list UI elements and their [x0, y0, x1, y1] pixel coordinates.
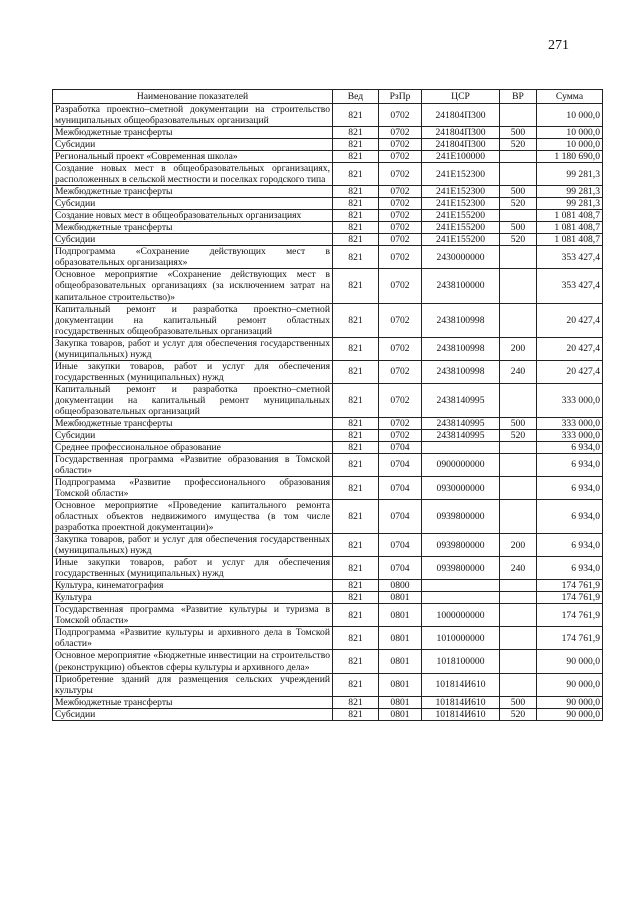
cell-name: Закупка товаров, работ и услуг для обеспечения государственных (муниципальных) нужд: [53, 534, 333, 557]
cell-sum: 99 281,3: [537, 186, 603, 198]
table-body: [53, 104, 603, 721]
cell-rzpr: 0702: [379, 198, 422, 210]
cell-ved: 821: [333, 246, 379, 269]
cell-vr: [500, 650, 537, 673]
cell-vr: [500, 592, 537, 604]
cell-vr: 200: [500, 534, 537, 557]
cell-csr: 101814И610: [422, 708, 500, 720]
cell-ved: 821: [333, 592, 379, 604]
cell-name: Создание новых мест в общеобразовательных организациях, расположенных в сельской местности и поселках городского типа: [53, 163, 333, 186]
cell-sum: 1 180 690,0: [537, 151, 603, 163]
cell-rzpr: 0702: [379, 222, 422, 234]
cell-rzpr: 0704: [379, 453, 422, 476]
cell-name: Культура: [53, 592, 333, 604]
cell-name: Межбюджетные трансферты: [53, 696, 333, 708]
table-row: [53, 246, 603, 269]
cell-vr: [500, 210, 537, 222]
cell-name: Подпрограмма «Сохранение действующих мест в образовательных организациях»: [53, 246, 333, 269]
cell-sum: 353 427,4: [537, 269, 603, 303]
table-row: [53, 163, 603, 186]
cell-ved: 821: [333, 673, 379, 696]
cell-name: Закупка товаров, работ и услуг для обеспечения государственных (муниципальных) нужд: [53, 337, 333, 360]
cell-name: Культура, кинематография: [53, 580, 333, 592]
cell-sum: 174 761,9: [537, 580, 603, 592]
cell-sum: 20 427,4: [537, 337, 603, 360]
cell-csr: 1000000000: [422, 604, 500, 627]
cell-rzpr: 0801: [379, 604, 422, 627]
cell-rzpr: 0801: [379, 708, 422, 720]
table-row: [53, 360, 603, 383]
cell-vr: 520: [500, 198, 537, 210]
cell-name: Капитальный ремонт и разработка проектно–сметной документации на капитальный ремонт муниципальных общеобразовательных организаций: [53, 383, 333, 417]
cell-rzpr: 0704: [379, 557, 422, 580]
cell-csr: 2438140995: [422, 417, 500, 429]
cell-csr: 241804П300: [422, 139, 500, 151]
cell-ved: 821: [333, 104, 379, 127]
header-ved: Вед: [333, 90, 379, 104]
cell-name: Подпрограмма «Развитие профессионального образования Томской области»: [53, 477, 333, 500]
table-row: [53, 673, 603, 696]
cell-rzpr: 0704: [379, 534, 422, 557]
cell-ved: 821: [333, 534, 379, 557]
cell-csr: 1010000000: [422, 627, 500, 650]
cell-csr: 0939800000: [422, 557, 500, 580]
cell-name: Государственная программа «Развитие образования в Томской области»: [53, 453, 333, 476]
cell-name: Межбюджетные трансферты: [53, 186, 333, 198]
cell-rzpr: 0702: [379, 383, 422, 417]
cell-csr: 2430000000: [422, 246, 500, 269]
cell-sum: 6 934,0: [537, 441, 603, 453]
cell-rzpr: 0702: [379, 337, 422, 360]
cell-vr: [500, 269, 537, 303]
table-row: [53, 186, 603, 198]
cell-name: Среднее профессиональное образование: [53, 441, 333, 453]
cell-vr: [500, 477, 537, 500]
cell-vr: 500: [500, 696, 537, 708]
cell-ved: 821: [333, 477, 379, 500]
cell-ved: 821: [333, 650, 379, 673]
cell-csr: 241Е152300: [422, 163, 500, 186]
table-header-row: [53, 90, 603, 104]
header-sum: Сумма: [537, 90, 603, 104]
cell-ved: 821: [333, 234, 379, 246]
cell-csr: 2438100998: [422, 303, 500, 337]
cell-vr: [500, 441, 537, 453]
cell-csr: 101814И610: [422, 696, 500, 708]
cell-ved: 821: [333, 186, 379, 198]
cell-sum: 99 281,3: [537, 163, 603, 186]
cell-ved: 821: [333, 151, 379, 163]
cell-sum: 174 761,9: [537, 592, 603, 604]
cell-rzpr: 0702: [379, 417, 422, 429]
page-number: 271: [548, 38, 569, 53]
cell-ved: 821: [333, 222, 379, 234]
cell-name: Иные закупки товаров, работ и услуг для обеспечения государственных (муниципальных) нужд: [53, 360, 333, 383]
table-row: [53, 151, 603, 163]
cell-csr: 241Е155200: [422, 234, 500, 246]
cell-ved: 821: [333, 139, 379, 151]
cell-vr: 240: [500, 360, 537, 383]
table-row: [53, 210, 603, 222]
cell-vr: [500, 604, 537, 627]
cell-name: Приобретение зданий для размещения сельских учреждений культуры: [53, 673, 333, 696]
cell-csr: 241Е152300: [422, 186, 500, 198]
cell-name: Субсидии: [53, 429, 333, 441]
cell-vr: 500: [500, 222, 537, 234]
cell-sum: 99 281,3: [537, 198, 603, 210]
cell-sum: 10 000,0: [537, 127, 603, 139]
cell-name: Основное мероприятие «Бюджетные инвестиции на строительство (реконструкцию) объектов сферы культуры и архивного дела»: [53, 650, 333, 673]
cell-vr: [500, 303, 537, 337]
cell-vr: 200: [500, 337, 537, 360]
cell-sum: 174 761,9: [537, 604, 603, 627]
cell-name: Субсидии: [53, 139, 333, 151]
cell-rzpr: 0702: [379, 127, 422, 139]
cell-name: Субсидии: [53, 198, 333, 210]
cell-csr: 2438100000: [422, 269, 500, 303]
cell-ved: 821: [333, 429, 379, 441]
cell-rzpr: 0702: [379, 303, 422, 337]
cell-rzpr: 0801: [379, 696, 422, 708]
table-row: [53, 441, 603, 453]
cell-rzpr: 0704: [379, 477, 422, 500]
cell-csr: [422, 441, 500, 453]
cell-csr: 241804П300: [422, 104, 500, 127]
cell-csr: 2438100998: [422, 360, 500, 383]
cell-ved: 821: [333, 198, 379, 210]
cell-vr: [500, 383, 537, 417]
cell-csr: 1018100000: [422, 650, 500, 673]
cell-rzpr: 0800: [379, 580, 422, 592]
table-row: [53, 417, 603, 429]
cell-csr: 2438140995: [422, 429, 500, 441]
cell-vr: 520: [500, 429, 537, 441]
header-rzpr: РзПр: [379, 90, 422, 104]
cell-sum: 174 761,9: [537, 627, 603, 650]
cell-vr: 520: [500, 708, 537, 720]
cell-vr: 240: [500, 557, 537, 580]
cell-ved: 821: [333, 604, 379, 627]
cell-sum: 333 000,0: [537, 429, 603, 441]
cell-rzpr: 0702: [379, 139, 422, 151]
cell-vr: [500, 151, 537, 163]
cell-sum: 90 000,0: [537, 708, 603, 720]
cell-rzpr: 0702: [379, 186, 422, 198]
cell-ved: 821: [333, 303, 379, 337]
cell-sum: 10 000,0: [537, 104, 603, 127]
cell-csr: 0939800000: [422, 500, 500, 534]
cell-ved: 821: [333, 337, 379, 360]
cell-sum: 6 934,0: [537, 477, 603, 500]
cell-vr: 500: [500, 417, 537, 429]
table-row: [53, 557, 603, 580]
cell-name: Основное мероприятие «Проведение капитального ремонта областных объектов недвижимого имущества (в том числе разработка проектной документации)»: [53, 500, 333, 534]
table-row: [53, 696, 603, 708]
cell-ved: 821: [333, 360, 379, 383]
cell-sum: 1 081 408,7: [537, 234, 603, 246]
cell-rzpr: 0702: [379, 104, 422, 127]
cell-vr: 500: [500, 186, 537, 198]
cell-rzpr: 0801: [379, 673, 422, 696]
cell-name: Субсидии: [53, 234, 333, 246]
cell-vr: [500, 104, 537, 127]
cell-vr: [500, 580, 537, 592]
cell-sum: 90 000,0: [537, 650, 603, 673]
cell-sum: 1 081 408,7: [537, 210, 603, 222]
cell-rzpr: 0702: [379, 151, 422, 163]
cell-ved: 821: [333, 500, 379, 534]
table-row: [53, 650, 603, 673]
cell-ved: 821: [333, 383, 379, 417]
cell-csr: 2438140995: [422, 383, 500, 417]
cell-vr: 520: [500, 234, 537, 246]
table-row: [53, 627, 603, 650]
cell-ved: 821: [333, 417, 379, 429]
cell-sum: 6 934,0: [537, 500, 603, 534]
cell-vr: [500, 246, 537, 269]
cell-sum: 1 081 408,7: [537, 222, 603, 234]
cell-vr: 500: [500, 127, 537, 139]
cell-csr: 241Е155200: [422, 222, 500, 234]
cell-sum: 353 427,4: [537, 246, 603, 269]
cell-sum: 90 000,0: [537, 696, 603, 708]
budget-table: [52, 89, 603, 721]
cell-ved: 821: [333, 441, 379, 453]
table-row: [53, 453, 603, 476]
cell-sum: 20 427,4: [537, 360, 603, 383]
cell-rzpr: 0702: [379, 246, 422, 269]
cell-csr: 0930000000: [422, 477, 500, 500]
cell-name: Подпрограмма «Развитие культуры и архивного дела в Томской области»: [53, 627, 333, 650]
cell-csr: 241804П300: [422, 127, 500, 139]
cell-csr: 0900000000: [422, 453, 500, 476]
cell-rzpr: 0801: [379, 627, 422, 650]
cell-vr: [500, 627, 537, 650]
cell-csr: 101814И610: [422, 673, 500, 696]
cell-vr: [500, 673, 537, 696]
table-row: [53, 127, 603, 139]
table-row: [53, 580, 603, 592]
table-row: [53, 534, 603, 557]
table-row: [53, 222, 603, 234]
cell-sum: 333 000,0: [537, 383, 603, 417]
cell-vr: [500, 453, 537, 476]
table-row: [53, 477, 603, 500]
cell-ved: 821: [333, 210, 379, 222]
header-csr: ЦСР: [422, 90, 500, 104]
cell-ved: 821: [333, 557, 379, 580]
table-row: [53, 604, 603, 627]
table-row: [53, 708, 603, 720]
cell-ved: 821: [333, 580, 379, 592]
cell-name: Государственная программа «Развитие культуры и туризма в Томской области»: [53, 604, 333, 627]
cell-ved: 821: [333, 696, 379, 708]
cell-rzpr: 0702: [379, 429, 422, 441]
table-row: [53, 303, 603, 337]
cell-sum: 10 000,0: [537, 139, 603, 151]
cell-vr: 520: [500, 139, 537, 151]
cell-ved: 821: [333, 127, 379, 139]
cell-sum: 20 427,4: [537, 303, 603, 337]
cell-csr: 241Е152300: [422, 198, 500, 210]
cell-sum: 90 000,0: [537, 673, 603, 696]
cell-name: Межбюджетные трансферты: [53, 127, 333, 139]
table-row: [53, 592, 603, 604]
cell-csr: [422, 580, 500, 592]
header-name: Наименование показателей: [53, 90, 333, 104]
table-row: [53, 198, 603, 210]
table-row: [53, 139, 603, 151]
cell-name: Разработка проектно–сметной документации на строительство муниципальных общеобразовательных организаций: [53, 104, 333, 127]
cell-rzpr: 0702: [379, 163, 422, 186]
cell-csr: 0939800000: [422, 534, 500, 557]
table-row: [53, 337, 603, 360]
table-row: [53, 269, 603, 303]
table-row: [53, 234, 603, 246]
cell-csr: 241Е100000: [422, 151, 500, 163]
cell-csr: 2438100998: [422, 337, 500, 360]
cell-rzpr: 0702: [379, 269, 422, 303]
cell-name: Межбюджетные трансферты: [53, 222, 333, 234]
cell-csr: [422, 592, 500, 604]
cell-rzpr: 0702: [379, 360, 422, 383]
cell-name: Межбюджетные трансферты: [53, 417, 333, 429]
cell-rzpr: 0801: [379, 650, 422, 673]
cell-name: Иные закупки товаров, работ и услуг для обеспечения государственных (муниципальных) нужд: [53, 557, 333, 580]
cell-sum: 333 000,0: [537, 417, 603, 429]
cell-name: Региональный проект «Современная школа»: [53, 151, 333, 163]
cell-name: Создание новых мест в общеобразовательных организациях: [53, 210, 333, 222]
cell-ved: 821: [333, 269, 379, 303]
cell-ved: 821: [333, 453, 379, 476]
cell-ved: 821: [333, 163, 379, 186]
cell-rzpr: 0801: [379, 592, 422, 604]
cell-csr: 241Е155200: [422, 210, 500, 222]
cell-name: Субсидии: [53, 708, 333, 720]
cell-ved: 821: [333, 627, 379, 650]
table-row: [53, 500, 603, 534]
cell-sum: 6 934,0: [537, 557, 603, 580]
table-row: [53, 429, 603, 441]
cell-rzpr: 0702: [379, 210, 422, 222]
cell-name: Капитальный ремонт и разработка проектно–сметной документации на капитальный ремонт областных государственных общеобразовательных организаций: [53, 303, 333, 337]
cell-ved: 821: [333, 708, 379, 720]
cell-rzpr: 0704: [379, 441, 422, 453]
header-vr: ВР: [500, 90, 537, 104]
table-row: [53, 383, 603, 417]
table-row: [53, 104, 603, 127]
cell-sum: 6 934,0: [537, 534, 603, 557]
cell-rzpr: 0704: [379, 500, 422, 534]
cell-name: Основное мероприятие «Сохранение действующих мест в общеобразовательных организациях (за исключением затрат на капитальное строительство)»: [53, 269, 333, 303]
cell-vr: [500, 163, 537, 186]
cell-vr: [500, 500, 537, 534]
cell-rzpr: 0702: [379, 234, 422, 246]
cell-sum: 6 934,0: [537, 453, 603, 476]
